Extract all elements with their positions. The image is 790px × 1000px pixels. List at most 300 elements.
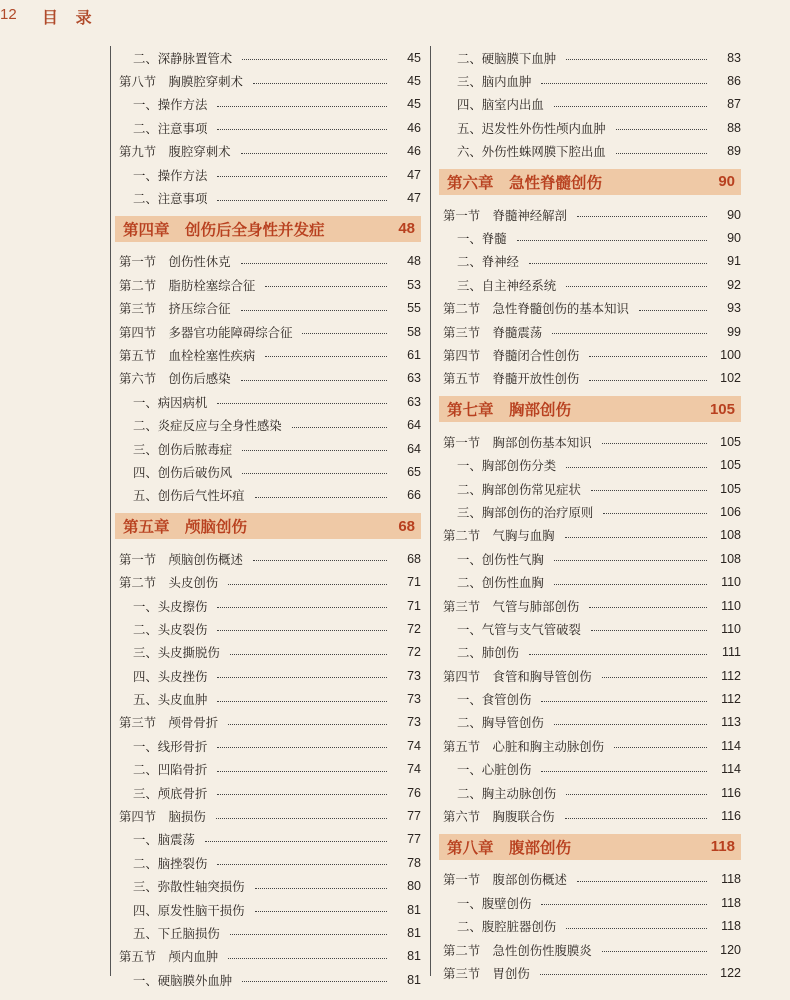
dot-leader (589, 607, 707, 608)
toc-subsection-entry (443, 46, 741, 69)
dot-leader (217, 701, 387, 702)
dot-leader (566, 467, 707, 468)
entry-title: 第五节 心脏和胸主动脉创伤 (443, 738, 605, 754)
dot-leader (541, 701, 707, 702)
toc-section-entry (443, 868, 741, 891)
entry-title: 二、脑挫裂伤 (133, 855, 208, 871)
toc-subsection-entry (119, 460, 421, 483)
page-number: 12 (0, 6, 17, 23)
entry-page-number: 110 (721, 598, 741, 613)
toc-chapter-heading (439, 169, 741, 195)
entry-title: 四、原发性脑干损伤 (133, 902, 245, 918)
entry-page-number: 81 (407, 949, 421, 964)
entry-title: 四、头皮挫伤 (133, 668, 208, 684)
dot-leader (541, 771, 707, 772)
toc-section-entry (119, 945, 421, 968)
toc-section-entry (443, 734, 741, 757)
entry-title: 第五节 血栓栓塞性疾病 (119, 347, 256, 363)
entry-title: 二、创伤性血胸 (457, 575, 544, 591)
entry-title: 一、胸部创伤分类 (457, 458, 557, 474)
toc-subsection-entry (119, 186, 421, 209)
toc-section-entry (443, 320, 741, 343)
chapter-title: 第八章 腹部创伤 (447, 838, 572, 857)
entry-page-number: 114 (721, 762, 741, 777)
entry-title: 三、弥散性轴突损伤 (133, 879, 245, 895)
dot-leader (217, 747, 387, 748)
chapter-title: 第四章 创伤后全身性并发症 (123, 220, 325, 239)
entry-page-number: 116 (721, 809, 741, 824)
entry-page-number: 102 (720, 371, 741, 386)
dot-leader (639, 310, 707, 311)
entry-page-number: 81 (407, 902, 421, 917)
dot-leader (217, 607, 387, 608)
entry-page-number: 58 (407, 324, 421, 339)
toc-subsection-entry (443, 641, 741, 664)
dot-leader (242, 473, 387, 474)
toc-section-entry (443, 203, 741, 226)
chapter-page-number: 90 (718, 173, 735, 191)
dot-leader (205, 841, 387, 842)
dot-leader (217, 794, 387, 795)
entry-title: 第二节 急性脊髓创伤的基本知识 (443, 301, 629, 317)
toc-subsection-entry (119, 875, 421, 898)
entry-page-number: 73 (407, 668, 421, 683)
dot-leader (217, 864, 387, 865)
toc-subsection-entry (119, 437, 421, 460)
dot-leader (554, 724, 707, 725)
entry-title: 第五节 颅内血肿 (119, 949, 219, 965)
toc-subsection-entry (443, 477, 741, 500)
chapter-page-number: 118 (710, 838, 735, 856)
entry-page-number: 100 (720, 347, 741, 362)
dot-leader (566, 59, 707, 60)
toc-subsection-entry (119, 484, 421, 507)
dot-leader (217, 106, 387, 107)
entry-title: 第八节 胸膜腔穿刺术 (119, 74, 243, 90)
toc-right-entries (431, 46, 741, 985)
dot-leader (217, 630, 387, 631)
entry-page-number: 45 (407, 50, 421, 65)
entry-title: 四、创伤后破伤风 (133, 464, 233, 480)
entry-title: 一、脑震荡 (133, 832, 195, 848)
entry-title: 第一节 腹部创伤概述 (443, 872, 567, 888)
entry-title: 二、注意事项 (133, 191, 208, 207)
toc-subsection-entry (443, 93, 741, 116)
toc-section-entry (443, 297, 741, 320)
dot-leader (529, 263, 707, 264)
dot-leader (241, 380, 387, 381)
dot-leader (602, 677, 707, 678)
toc-section-entry (443, 664, 741, 687)
entry-title: 一、病因病机 (133, 394, 208, 410)
toc-section-entry (443, 804, 741, 827)
toc-section-entry (119, 250, 421, 273)
dot-leader (554, 106, 707, 107)
toc-section-entry (443, 524, 741, 547)
entry-title: 第三节 挤压综合征 (119, 301, 231, 317)
entry-title: 二、深静脉置管术 (133, 50, 233, 66)
entry-title: 三、头皮撕脱伤 (133, 645, 220, 661)
dot-leader (255, 911, 387, 912)
entry-page-number: 89 (727, 144, 741, 159)
entry-title: 二、脊神经 (457, 254, 519, 270)
entry-page-number: 105 (720, 481, 741, 496)
entry-page-number: 77 (407, 832, 421, 847)
dot-leader (228, 584, 387, 585)
toc-subsection-entry (119, 594, 421, 617)
entry-title: 五、头皮血肿 (133, 692, 208, 708)
entry-page-number: 122 (720, 965, 741, 980)
toc-section-entry (119, 320, 421, 343)
dot-leader (217, 200, 387, 201)
entry-page-number: 48 (407, 254, 421, 269)
toc-section-entry (443, 961, 741, 984)
toc-subsection-entry (119, 664, 421, 687)
dot-leader (292, 427, 387, 428)
entry-page-number: 108 (720, 528, 741, 543)
entry-title: 第一节 胸部创伤基本知识 (443, 434, 592, 450)
entry-page-number: 46 (407, 144, 421, 159)
entry-title: 一、线形骨折 (133, 738, 208, 754)
toc-subsection-entry (443, 226, 741, 249)
toc-subsection-entry (443, 781, 741, 804)
toc-subsection-entry (119, 758, 421, 781)
entry-title: 一、食管创伤 (457, 692, 532, 708)
toc-left-column (110, 46, 421, 988)
entry-title: 第三节 颅骨骨折 (119, 715, 219, 731)
entry-title: 三、创伤后脓毒症 (133, 441, 233, 457)
entry-page-number: 81 (407, 972, 421, 987)
dot-leader (529, 654, 707, 655)
dot-leader (552, 333, 707, 334)
entry-page-number: 72 (407, 645, 421, 660)
toc-right-column (430, 46, 741, 981)
dot-leader (230, 654, 387, 655)
entry-title: 第一节 颅脑创伤概述 (119, 551, 243, 567)
entry-title: 第四节 食管和胸导管创伤 (443, 668, 592, 684)
dot-leader (241, 153, 387, 154)
entry-title: 六、外伤性蛛网膜下腔出血 (457, 144, 606, 160)
page-section-title: 目 录 (42, 8, 98, 27)
entry-page-number: 66 (407, 488, 421, 503)
entry-title: 三、胸部创伤的治疗原则 (457, 504, 594, 520)
entry-title: 二、头皮裂伤 (133, 621, 208, 637)
entry-title: 第五节 脊髓开放性创伤 (443, 371, 580, 387)
page-header (0, 0, 790, 30)
entry-title: 二、腹腔脏器创伤 (457, 919, 557, 935)
entry-page-number: 45 (407, 97, 421, 112)
toc-subsection-entry (119, 898, 421, 921)
entry-title: 第四节 多器官功能障碍综合征 (119, 324, 293, 340)
dot-leader (565, 537, 707, 538)
dot-leader (242, 59, 387, 60)
dot-leader (577, 216, 707, 217)
entry-title: 第六节 创伤后感染 (119, 371, 231, 387)
entry-title: 第四节 脊髓闭合性创伤 (443, 347, 580, 363)
toc-section-entry (119, 570, 421, 593)
entry-title: 第二节 头皮创伤 (119, 575, 219, 591)
toc-section-entry (119, 140, 421, 163)
toc-subsection-entry (119, 641, 421, 664)
dot-leader (589, 356, 707, 357)
dot-leader (216, 818, 387, 819)
toc-subsection-entry (443, 570, 741, 593)
entry-page-number: 55 (407, 301, 421, 316)
entry-title: 二、胸主动脉创伤 (457, 785, 557, 801)
dot-leader (602, 443, 707, 444)
toc-subsection-entry (119, 413, 421, 436)
entry-page-number: 88 (727, 120, 741, 135)
dot-leader (591, 630, 707, 631)
dot-leader (217, 129, 387, 130)
entry-title: 五、创伤后气性坏疽 (133, 488, 245, 504)
dot-leader (616, 153, 707, 154)
dot-leader (589, 380, 707, 381)
dot-leader (228, 958, 387, 959)
dot-leader (566, 794, 707, 795)
entry-title: 第一节 创伤性休克 (119, 254, 231, 270)
entry-title: 二、胸部创伤常见症状 (457, 481, 581, 497)
entry-title: 一、心脏创伤 (457, 762, 532, 778)
entry-title: 一、创伤性气胸 (457, 551, 544, 567)
entry-title: 第二节 急性创伤性腹膜炎 (443, 942, 592, 958)
entry-title: 一、脊髓 (457, 231, 507, 247)
entry-page-number: 118 (721, 895, 741, 910)
entry-page-number: 71 (407, 575, 421, 590)
dot-leader (565, 818, 707, 819)
toc-section-entry (119, 273, 421, 296)
toc-chapter-heading (115, 216, 421, 242)
chapter-title: 第五章 颅脑创伤 (123, 518, 248, 537)
toc-subsection-entry (443, 915, 741, 938)
entry-title: 第二节 脂肪栓塞综合征 (119, 277, 256, 293)
entry-page-number: 78 (407, 855, 421, 870)
toc-section-entry (443, 343, 741, 366)
dot-leader (602, 951, 707, 952)
dot-leader (241, 310, 387, 311)
toc-subsection-entry (119, 828, 421, 851)
entry-title: 第六节 胸腹联合伤 (443, 809, 555, 825)
dot-leader (230, 934, 387, 935)
entry-page-number: 83 (727, 50, 741, 65)
entry-title: 四、脑室内出血 (457, 97, 544, 113)
entry-page-number: 118 (721, 872, 741, 887)
dot-leader (241, 263, 387, 264)
dot-leader (253, 560, 387, 561)
entry-page-number: 74 (407, 738, 421, 753)
entry-title: 五、迟发性外伤性颅内血肿 (457, 120, 606, 136)
entry-title: 二、胸导管创伤 (457, 715, 544, 731)
entry-title: 第三节 胃创伤 (443, 965, 530, 981)
entry-page-number: 72 (407, 621, 421, 636)
entry-page-number: 46 (407, 120, 421, 135)
dot-leader (242, 450, 387, 451)
entry-title: 一、腹壁创伤 (457, 895, 532, 911)
toc-subsection-entry (443, 711, 741, 734)
toc-section-entry (119, 343, 421, 366)
entry-page-number: 90 (727, 207, 741, 222)
entry-page-number: 110 (721, 575, 741, 590)
entry-page-number: 71 (407, 598, 421, 613)
dot-leader (554, 584, 707, 585)
dot-leader (540, 974, 707, 975)
dot-leader (217, 677, 387, 678)
dot-leader (255, 497, 387, 498)
chapter-page-number: 68 (398, 517, 415, 535)
toc-subsection-entry (119, 781, 421, 804)
chapter-title: 第七章 胸部创伤 (447, 401, 572, 420)
dot-leader (616, 129, 707, 130)
toc-subsection-entry (119, 617, 421, 640)
entry-page-number: 93 (727, 301, 741, 316)
dot-leader (265, 356, 387, 357)
entry-page-number: 99 (727, 324, 741, 339)
entry-page-number: 47 (407, 191, 421, 206)
toc-subsection-entry (119, 851, 421, 874)
entry-page-number: 118 (721, 919, 741, 934)
entry-title: 一、气管与支气管破裂 (457, 621, 581, 637)
entry-page-number: 108 (720, 551, 741, 566)
dot-leader (517, 240, 707, 241)
entry-title: 第三节 气管与肺部创伤 (443, 598, 580, 614)
entry-title: 一、操作方法 (133, 97, 208, 113)
toc-chapter-heading (439, 396, 741, 422)
dot-leader (541, 83, 707, 84)
dot-leader (566, 286, 707, 287)
toc-subsection-entry (443, 617, 741, 640)
dot-leader (541, 904, 707, 905)
toc-subsection-entry (119, 390, 421, 413)
toc-subsection-entry (443, 116, 741, 139)
entry-title: 三、颅底骨折 (133, 785, 208, 801)
chapter-page-number: 48 (398, 220, 415, 238)
dot-leader (577, 881, 707, 882)
entry-title: 第四节 脑损伤 (119, 809, 206, 825)
toc-subsection-entry (443, 273, 741, 296)
dot-leader (228, 724, 387, 725)
entry-title: 二、硬脑膜下血肿 (457, 50, 557, 66)
entry-page-number: 65 (407, 464, 421, 479)
toc-section-entry (119, 69, 421, 92)
toc-section-entry (119, 297, 421, 320)
toc-subsection-entry (119, 687, 421, 710)
dot-leader (217, 176, 387, 177)
toc-subsection-entry (119, 116, 421, 139)
entry-title: 三、脑内血肿 (457, 74, 532, 90)
toc-section-entry (443, 594, 741, 617)
entry-title: 五、下丘脑损伤 (133, 925, 220, 941)
toc-subsection-entry (119, 46, 421, 69)
entry-page-number: 112 (721, 668, 741, 683)
entry-page-number: 73 (407, 692, 421, 707)
entry-page-number: 87 (727, 97, 741, 112)
toc-subsection-entry (119, 921, 421, 944)
toc-section-entry (443, 938, 741, 961)
entry-page-number: 53 (407, 277, 421, 292)
entry-page-number: 120 (720, 942, 741, 957)
toc-subsection-entry (443, 69, 741, 92)
entry-title: 第九节 腹腔穿刺术 (119, 144, 231, 160)
toc-subsection-entry (119, 163, 421, 186)
entry-page-number: 77 (407, 809, 421, 824)
entry-title: 二、炎症反应与全身性感染 (133, 418, 282, 434)
entry-title: 第三节 脊髓震荡 (443, 324, 543, 340)
toc-section-entry (119, 711, 421, 734)
entry-page-number: 111 (721, 645, 741, 660)
toc-subsection-entry (443, 140, 741, 163)
entry-page-number: 47 (407, 167, 421, 182)
entry-title: 二、注意事项 (133, 120, 208, 136)
entry-page-number: 116 (721, 785, 741, 800)
toc-subsection-entry (443, 547, 741, 570)
dot-leader (242, 981, 387, 982)
toc-subsection-entry (443, 758, 741, 781)
entry-page-number: 91 (727, 254, 741, 269)
chapter-title: 第六章 急性脊髓创伤 (447, 173, 603, 192)
toc-subsection-entry (119, 93, 421, 116)
entry-page-number: 64 (407, 441, 421, 456)
dot-leader (614, 747, 707, 748)
toc-section-entry (119, 547, 421, 570)
entry-page-number: 86 (727, 74, 741, 89)
dot-leader (554, 560, 707, 561)
dot-leader (591, 490, 707, 491)
chapter-page-number: 105 (709, 400, 735, 418)
entry-page-number: 64 (407, 418, 421, 433)
entry-title: 三、自主神经系统 (457, 277, 557, 293)
toc-subsection-entry (443, 891, 741, 914)
toc-subsection-entry (119, 734, 421, 757)
entry-title: 第二节 气胸与血胸 (443, 528, 555, 544)
dot-leader (253, 83, 387, 84)
entry-title: 一、操作方法 (133, 167, 208, 183)
entry-page-number: 110 (721, 621, 741, 636)
entry-title: 二、肺创伤 (457, 645, 519, 661)
toc-section-entry (119, 804, 421, 827)
toc-subsection-entry (443, 250, 741, 273)
entry-page-number: 63 (407, 394, 421, 409)
entry-page-number: 61 (407, 347, 421, 362)
toc-subsection-entry (443, 453, 741, 476)
entry-page-number: 114 (721, 738, 741, 753)
entry-page-number: 106 (720, 504, 741, 519)
dot-leader (255, 888, 387, 889)
entry-page-number: 73 (407, 715, 421, 730)
entry-page-number: 90 (727, 231, 741, 246)
entry-page-number: 76 (407, 785, 421, 800)
entry-page-number: 105 (720, 434, 741, 449)
entry-page-number: 74 (407, 762, 421, 777)
entry-title: 一、硬脑膜外血肿 (133, 972, 233, 988)
entry-page-number: 80 (407, 879, 421, 894)
dot-leader (265, 286, 387, 287)
toc-section-entry (119, 367, 421, 390)
entry-page-number: 45 (407, 74, 421, 89)
entry-page-number: 112 (721, 692, 741, 707)
dot-leader (603, 513, 707, 514)
toc-left-entries (111, 46, 421, 991)
dot-leader (217, 771, 387, 772)
entry-page-number: 81 (407, 925, 421, 940)
entry-page-number: 92 (727, 277, 741, 292)
dot-leader (566, 928, 707, 929)
toc-section-entry (443, 430, 741, 453)
entry-page-number: 63 (407, 371, 421, 386)
entry-page-number: 105 (720, 458, 741, 473)
toc-chapter-heading (439, 834, 741, 860)
entry-title: 二、凹陷骨折 (133, 762, 208, 778)
entry-title: 一、头皮擦伤 (133, 598, 208, 614)
